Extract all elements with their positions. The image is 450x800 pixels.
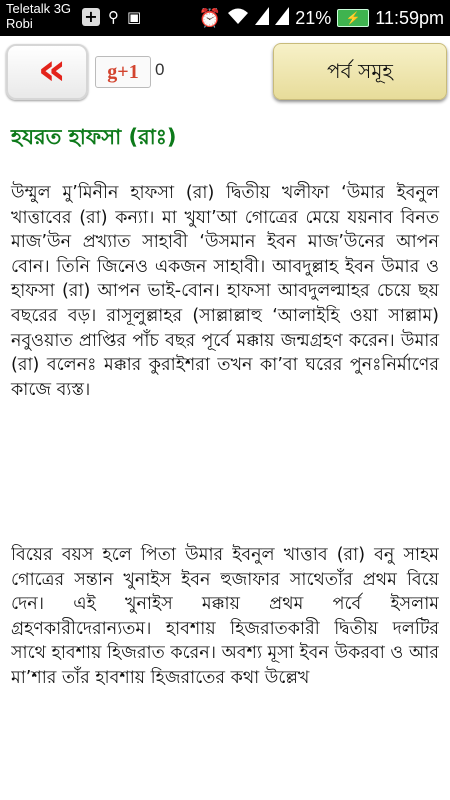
carrier-name-secondary: Robi <box>6 16 33 31</box>
alarm-icon: ⏰ <box>198 7 222 28</box>
clock: 11:59pm <box>375 7 444 28</box>
chapters-button[interactable]: পর্ব সমূহ <box>273 43 447 100</box>
google-plus-one-button[interactable]: g+1 <box>95 56 151 88</box>
usb-icon: ⚲ <box>108 8 119 26</box>
plus-icon: + <box>82 8 100 26</box>
google-plus-count: 0 <box>155 60 165 79</box>
battery-percent: 21% <box>295 7 332 28</box>
article-paragraph: উম্মুল মু’মিনীন হাফসা (রা) দ্বিতীয় খলীফা ‘উমার ইবনুল খাত্তাবের (রা) কন্যা। মা খুযা’আ গোত্রের মেয়ে যয়নাব বিনত মাজ’উন প্রখ্যাত সাহাবী ‘উসমান ইবন মাজ’উনের আপন বোন। তিনি জিনেও একজন সাহাবী। আবদুল্লাহ ইবন উমার ও হাফসা (রা) আপন ভাই-বোন। হাফসা আবদুলল্মাহর চেয়ে ছয় বছরের বড়। রাসূলুল্লাহর (সাল্লাল্লাহু ‘আলাইহি ওয়া সাল্লাম) নবুওয়াত প্রাপ্তির পাঁচ বছর পূর্বে মক্কায় জন্মগ্রহণ করেন। উমার (রা) বলেনঃ মক্কার কুরাইশরা তখন কা’বা ঘরের পুনঃনির্মাণের কাজে ব্যস্ত। <box>11 183 439 400</box>
article-title: হযরত হাফসা (রাঃ) <box>11 125 177 149</box>
app-toolbar <box>0 36 450 106</box>
signal-icon <box>275 7 289 30</box>
system-icons <box>199 4 444 32</box>
content-bottom-area <box>0 720 450 800</box>
wifi-icon <box>227 7 249 30</box>
signal-icon <box>255 7 269 30</box>
android-icon: ▣ <box>127 8 142 26</box>
back-button[interactable]: « <box>6 44 88 100</box>
battery-charging-icon: ⚡ <box>337 9 369 27</box>
carrier-info <box>6 1 71 31</box>
article-paragraph: বিয়ের বয়স হলে পিতা উমার ইবনুল খাত্তাব (রা) বনু সাহম গোত্রের সন্তান খুনাইস ইবন হুজাফার সাথেতাঁর প্রথম বিয়ে দেন। এই খুনাইস মক্কায় প্রথম পর্বে ইসলাম গ্রহণকারীদেরান্যতম। হাবশায় হিজরাতকারী দ্বিতীয় দলটির সাথে হাবশায় হিজরাত করেন। অবশ্য মূসা ইবন উকরবা ও আর মা’শার তাঁর হাবশায় হিজরাতের কথা উল্লেখ <box>11 545 439 688</box>
carrier-name-primary: Teletalk 3G <box>6 1 72 16</box>
status-bar <box>0 0 450 36</box>
notification-icons <box>82 6 141 28</box>
